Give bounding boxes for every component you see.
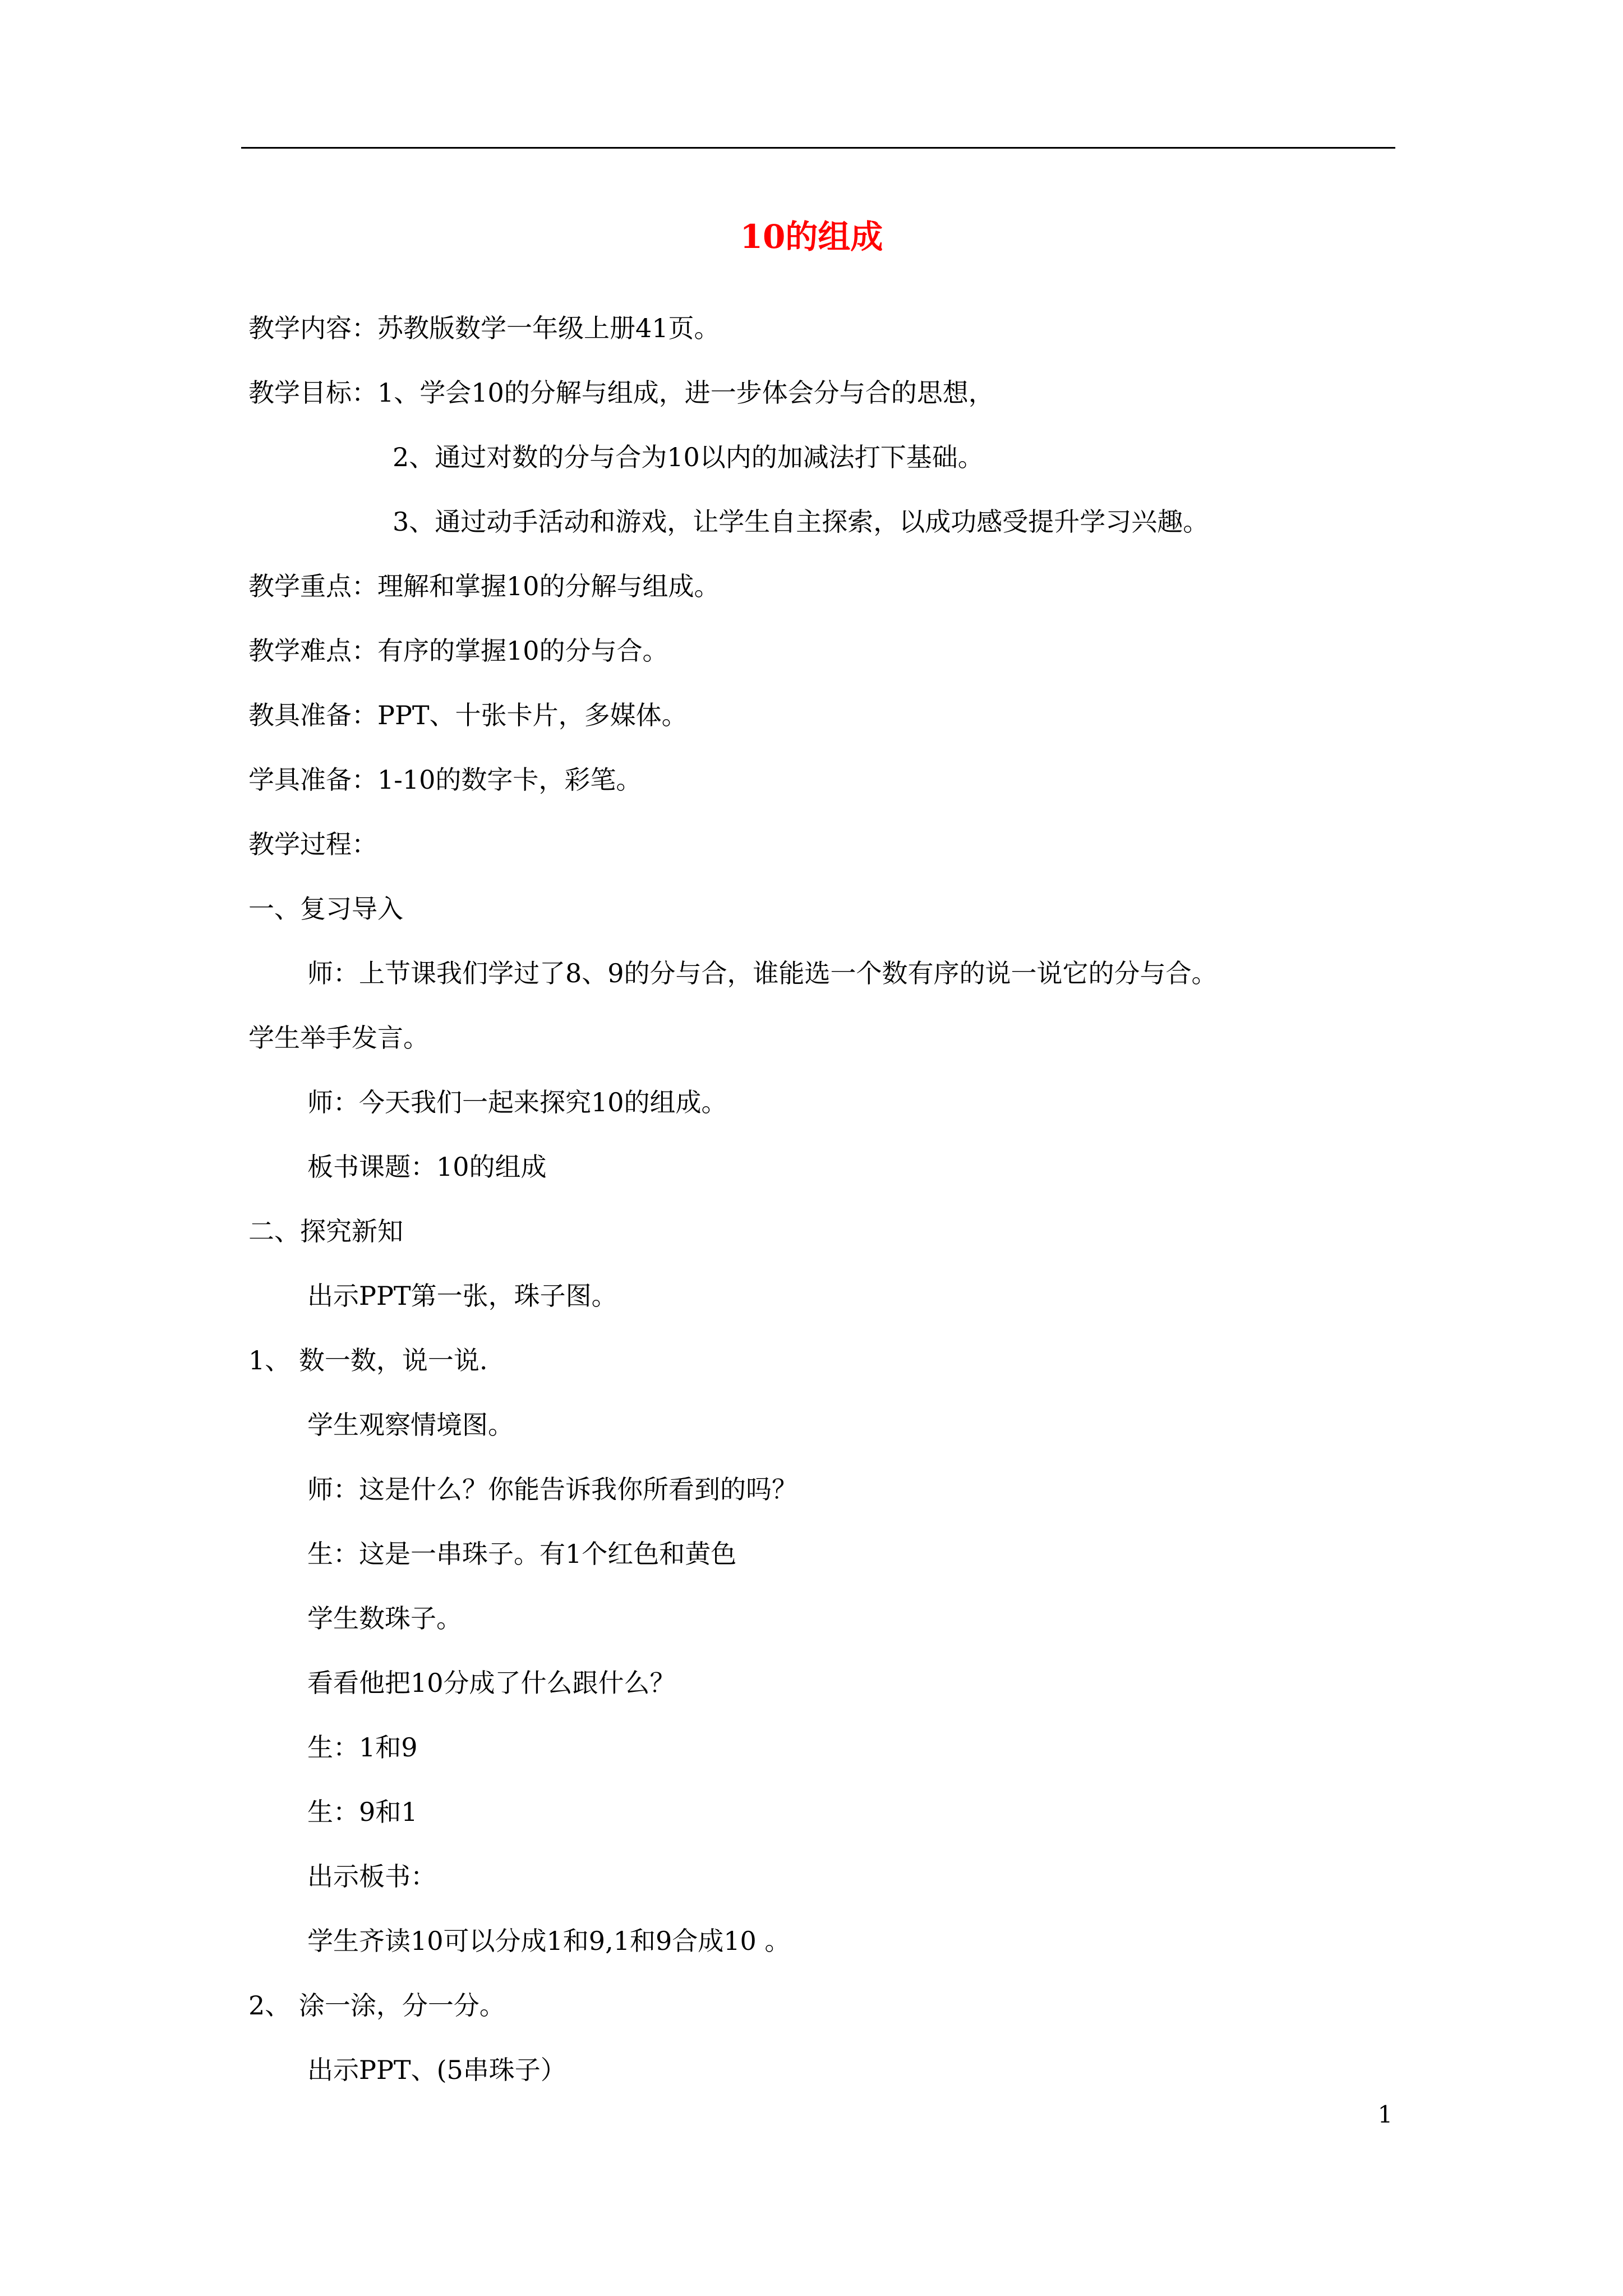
paragraph-students-raise-hands: 学生举手发言。 xyxy=(248,1023,429,1053)
paragraph-objective-3: 3、通过动手活动和游戏，让学生自主探索，以成功感受提升学习兴趣。 xyxy=(393,507,1209,537)
section-heading-review: 一、复习导入 xyxy=(248,894,403,924)
paragraph-teacher-intro: 师：今天我们一起来探究10的组成。 xyxy=(307,1087,727,1117)
paragraph-difficulty: 教学难点：有序的掌握10的分与合。 xyxy=(248,636,668,666)
document-body xyxy=(248,296,1381,2102)
paragraph-answer-9-1: 生：9和1 xyxy=(307,1797,418,1827)
paragraph-teaching-content: 教学内容：苏教版数学一年级上册41页。 xyxy=(248,313,720,343)
page-number: 1 xyxy=(1377,2101,1393,2128)
paragraph-read-aloud: 学生齐读10可以分成1和9,1和9合成10 。 xyxy=(307,1926,791,1956)
document-title: 10的组成 xyxy=(740,218,883,256)
paragraph-count-beads: 学生数珠子。 xyxy=(307,1603,462,1634)
paragraph-split-question: 看看他把10分成了什么跟什么？ xyxy=(307,1668,676,1698)
paragraph-key-point: 教学重点：理解和掌握10的分解与组成。 xyxy=(248,571,720,601)
paragraph-teacher-materials: 教具准备：PPT、十张卡片，多媒体。 xyxy=(248,700,688,730)
paragraph-objective-2: 2、通过对数的分与合为10以内的加减法打下基础。 xyxy=(393,442,984,472)
paragraph-student-materials: 学具准备：1-10的数字卡，彩笔。 xyxy=(248,765,642,795)
paragraph-process-heading: 教学过程： xyxy=(248,829,377,859)
subheading-count-and-say: 1、 数一数，说一说. xyxy=(248,1345,488,1375)
paragraph-show-beads: 出示PPT、(5串珠子） xyxy=(307,2055,566,2085)
subheading-color-and-split: 2、 涂一涂，分一分。 xyxy=(248,1990,505,2021)
paragraph-board-title: 板书课题：10的组成 xyxy=(307,1152,547,1182)
paragraph-show-board: 出示板书： xyxy=(307,1861,436,1892)
paragraph-student-answer: 生：这是一串珠子。有1个红色和黄色 xyxy=(307,1539,737,1569)
paragraph-teacher-question: 师：上节课我们学过了8、9的分与合，谁能选一个数有序的说一说它的分与合。 xyxy=(307,958,1218,988)
header-rule xyxy=(241,147,1395,149)
paragraph-answer-1-9: 生：1和9 xyxy=(307,1732,418,1763)
paragraph-show-ppt: 出示PPT第一张，珠子图。 xyxy=(307,1281,617,1311)
paragraph-objective-1: 教学目标：1、学会10的分解与组成，进一步体会分与合的思想， xyxy=(248,378,994,408)
paragraph-observe: 学生观察情境图。 xyxy=(307,1410,514,1440)
section-heading-explore: 二、探究新知 xyxy=(248,1216,403,1246)
paragraph-teacher-ask: 师：这是什么？你能告诉我你所看到的吗？ xyxy=(307,1474,797,1504)
